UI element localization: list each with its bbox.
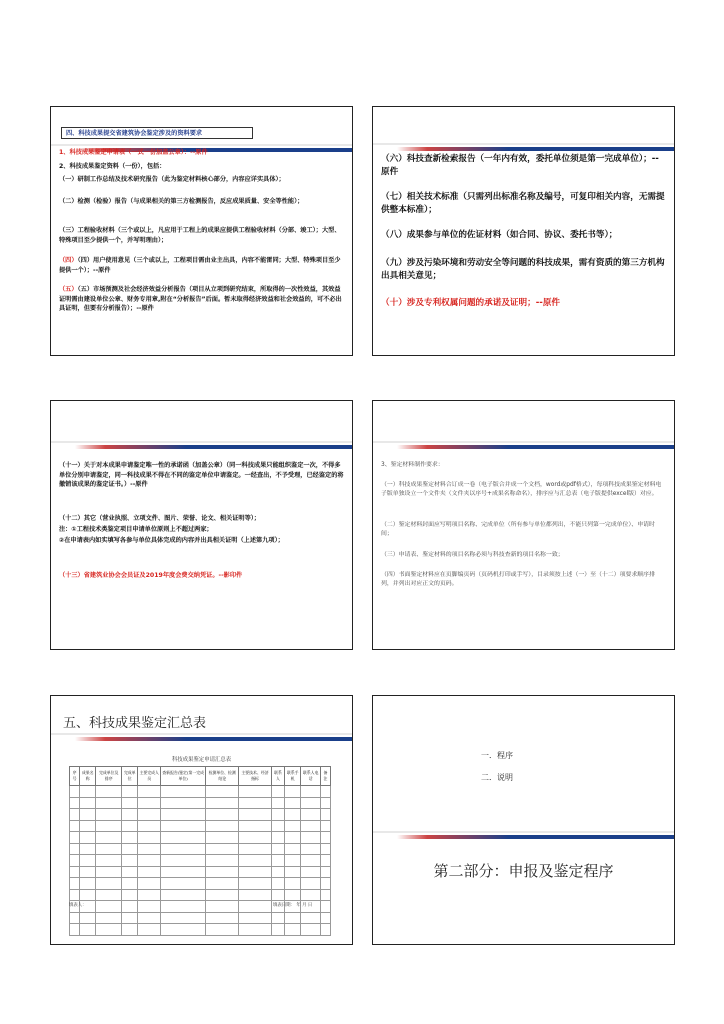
table-cell bbox=[161, 786, 206, 798]
table-cell bbox=[271, 809, 284, 821]
table-cell bbox=[301, 786, 320, 798]
table-header-cell: 查新报告/鉴定(第一完成单位) bbox=[161, 767, 206, 786]
table-cell bbox=[206, 797, 239, 809]
slide-1[interactable] bbox=[50, 106, 353, 356]
table-cell bbox=[138, 889, 161, 901]
table-cell bbox=[80, 912, 96, 924]
table-cell bbox=[271, 912, 284, 924]
table-cell bbox=[96, 843, 122, 855]
table-cell bbox=[70, 878, 80, 890]
table-cell bbox=[239, 786, 272, 798]
table-cell bbox=[239, 901, 272, 913]
slide-title: 五、科技成果鉴定汇总表 bbox=[63, 716, 207, 731]
table-cell bbox=[320, 866, 330, 878]
table-cell bbox=[80, 889, 96, 901]
table-cell bbox=[138, 843, 161, 855]
table-cell bbox=[122, 878, 138, 890]
table-cell bbox=[285, 912, 301, 924]
table-cell bbox=[271, 786, 284, 798]
table-cell bbox=[239, 924, 272, 936]
table-cell bbox=[70, 809, 80, 821]
table-cell bbox=[161, 912, 206, 924]
table-cell bbox=[80, 797, 96, 809]
table-cell bbox=[301, 912, 320, 924]
table-cell bbox=[70, 924, 80, 936]
table-cell bbox=[239, 889, 272, 901]
table-cell bbox=[320, 832, 330, 844]
table-cell bbox=[271, 832, 284, 844]
table-cell bbox=[138, 866, 161, 878]
table-cell bbox=[80, 878, 96, 890]
table-cell bbox=[320, 912, 330, 924]
item-test-report: （二）检测（检验）报告（与成果相关的第三方检测报告，反应成果质量、安全等性能）； bbox=[59, 198, 304, 205]
table-header-cell: 主要完成人员 bbox=[138, 767, 161, 786]
table-cell bbox=[206, 820, 239, 832]
table-cell bbox=[96, 878, 122, 890]
item-acceptance: （三）工程验收材料（三个或以上，凡应用于工程上的成果应提供工程验收材料（分部、竣工）；大型、特殊项目至少提供一个，并写明理由）； bbox=[59, 227, 341, 244]
table-cell bbox=[271, 797, 284, 809]
table-cell bbox=[161, 855, 206, 867]
table-cell bbox=[285, 809, 301, 821]
slide-2[interactable] bbox=[372, 106, 675, 356]
table-cell bbox=[320, 843, 330, 855]
slide-5[interactable] bbox=[50, 695, 353, 945]
table-cell bbox=[138, 901, 161, 913]
table-row bbox=[70, 820, 331, 832]
table-cell bbox=[138, 820, 161, 832]
item-application-form: 1、科技成果鉴定申请表（一式一份加盖公章）：--原件 bbox=[59, 149, 208, 156]
table-header-cell: 联系手机 bbox=[285, 767, 301, 786]
table-cell bbox=[320, 901, 330, 913]
table-cell bbox=[301, 866, 320, 878]
item-patent: （十）涉及专利权属问题的承诺及证明；--原件 bbox=[381, 298, 561, 308]
table-cell bbox=[301, 820, 320, 832]
table-cell bbox=[80, 832, 96, 844]
table-cell bbox=[301, 797, 320, 809]
table-cell bbox=[70, 866, 80, 878]
table-cell bbox=[301, 855, 320, 867]
table-cell bbox=[271, 889, 284, 901]
part-title: 第二部分：申报及鉴定程序 bbox=[433, 862, 614, 880]
table-row bbox=[70, 912, 331, 924]
table-cell bbox=[320, 786, 330, 798]
table-cell bbox=[301, 878, 320, 890]
requirement-3: （三）申请表、鉴定材料的项目名称必须与科技查新的项目名称一致； bbox=[381, 552, 564, 558]
table-cell bbox=[320, 855, 330, 867]
table-cell bbox=[138, 878, 161, 890]
requirement-4: （四）书面鉴定材料应在页脚编页码（页码机打印或手写），目录须按上述（一）至（十二）项要求顺序排列，并列出对应正文的页码。 bbox=[381, 572, 655, 588]
table-cell bbox=[301, 832, 320, 844]
table-cell bbox=[239, 843, 272, 855]
table-cell bbox=[206, 866, 239, 878]
table-cell bbox=[70, 855, 80, 867]
section-header: 四、科技成果提交省建筑协会鉴定涉及的资料要求 bbox=[61, 127, 253, 139]
table-cell bbox=[122, 843, 138, 855]
table-cell bbox=[138, 912, 161, 924]
table-cell bbox=[122, 901, 138, 913]
table-cell bbox=[161, 866, 206, 878]
table-cell bbox=[70, 820, 80, 832]
table-cell bbox=[161, 832, 206, 844]
table-cell bbox=[206, 901, 239, 913]
requirement-1: （一）科技成果鉴定材料合订成一卷（电子版合并成一个文档，word或pdf格式），每项科技成果鉴定材料电子版单独设立一个文件夹（文件夹以序号+成果名称命名），排序应与汇总表（电子版提供excel版）对应。 bbox=[381, 482, 662, 498]
table-cell bbox=[96, 809, 122, 821]
footer-date: 填表日期： 年 月 日 bbox=[273, 903, 313, 908]
table-row bbox=[70, 809, 331, 821]
table-cell bbox=[301, 889, 320, 901]
table-cell bbox=[122, 855, 138, 867]
table-cell bbox=[271, 866, 284, 878]
table-cell bbox=[285, 832, 301, 844]
item-user-opinion: （四）（四）用户使用意见（三个或以上，工程项目需由业主出具，内容不能雷同；大型、特殊项目至少提供一个）；--原件 bbox=[59, 257, 341, 274]
table-cell bbox=[206, 855, 239, 867]
table-cell bbox=[122, 866, 138, 878]
item-market-forecast: （五）（五）市场预测及社会经济效益分析报告（项目从立项到研究结束，所取得的一次性效益，其效益证明需由建设单位公章、财务专用章,附在“分析报告”后面。暂未取得经济效益和社会效益的，可不必出具证明，但要有分析报告）；--原件 bbox=[59, 286, 342, 313]
table-cell bbox=[138, 797, 161, 809]
table-cell bbox=[301, 809, 320, 821]
table-cell bbox=[138, 924, 161, 936]
table-header-cell: 完成单位及排序 bbox=[96, 767, 122, 786]
table-cell bbox=[320, 889, 330, 901]
table-cell bbox=[161, 843, 206, 855]
table-cell bbox=[161, 889, 206, 901]
table-cell bbox=[96, 820, 122, 832]
toc-explanation[interactable]: 二．说明 bbox=[481, 773, 513, 782]
table-cell bbox=[320, 809, 330, 821]
table-cell bbox=[285, 797, 301, 809]
toc-procedure[interactable]: 一．程序 bbox=[481, 751, 513, 760]
table-cell bbox=[96, 901, 122, 913]
table-cell bbox=[70, 843, 80, 855]
table-cell bbox=[320, 878, 330, 890]
table-cell bbox=[122, 889, 138, 901]
item-other: （十二）其它（营业执照、立项文件、图片、荣誉、论文、相关证明等）； bbox=[59, 515, 261, 522]
summary-table bbox=[69, 766, 331, 936]
table-cell bbox=[138, 855, 161, 867]
table-cell bbox=[138, 786, 161, 798]
table-header-cell: 检测单位、检测结论 bbox=[206, 767, 239, 786]
table-row bbox=[70, 878, 331, 890]
table-row bbox=[70, 924, 331, 936]
table-cell bbox=[138, 809, 161, 821]
table-cell bbox=[122, 797, 138, 809]
table-cell bbox=[206, 786, 239, 798]
table-cell bbox=[138, 832, 161, 844]
footer-filler: 填表人： bbox=[69, 903, 87, 908]
slide-3[interactable] bbox=[50, 400, 353, 650]
table-cell bbox=[122, 912, 138, 924]
table-cell bbox=[285, 843, 301, 855]
table-cell bbox=[161, 901, 206, 913]
slide-4[interactable] bbox=[372, 400, 675, 650]
table-cell bbox=[80, 855, 96, 867]
item-uniqueness: （十一）关于对本成果申请鉴定唯一性的承诺函（加盖公章）（同一科技成果只能组织鉴定一次，不得多单位分别申请鉴定，同一科技成果不得在不同的鉴定单位申请鉴定。一经查出，不予受理，已经鉴定的将撤销该成果的鉴定证书。）--原件 bbox=[59, 462, 344, 489]
table-caption: 科技成果鉴定申请汇总表 bbox=[171, 757, 232, 763]
table-cell bbox=[206, 924, 239, 936]
item-materials: 2、科技成果鉴定资料（一份），包括： bbox=[59, 163, 166, 170]
table-row bbox=[70, 797, 331, 809]
table-cell bbox=[96, 866, 122, 878]
table-cell bbox=[96, 855, 122, 867]
table-row bbox=[70, 855, 331, 867]
table-cell bbox=[122, 786, 138, 798]
table-header-cell: 成果名称 bbox=[80, 767, 96, 786]
table-cell bbox=[320, 820, 330, 832]
table-cell bbox=[271, 820, 284, 832]
table-cell bbox=[122, 924, 138, 936]
table-cell bbox=[301, 843, 320, 855]
table-cell bbox=[320, 924, 330, 936]
table-cell bbox=[285, 878, 301, 890]
table-row bbox=[70, 786, 331, 798]
table-cell bbox=[285, 820, 301, 832]
table-cell bbox=[96, 797, 122, 809]
table-cell bbox=[285, 889, 301, 901]
table-header-cell: 序号 bbox=[70, 767, 80, 786]
table-cell bbox=[161, 878, 206, 890]
table-cell bbox=[70, 889, 80, 901]
table-header-cell: 联系人 bbox=[271, 767, 284, 786]
table-cell bbox=[70, 832, 80, 844]
item-technical-standards: （七）相关技术标准（只需列出标准名称及编号，可复印相关内容，无需提供整本标准）； bbox=[381, 192, 665, 215]
table-cell bbox=[301, 924, 320, 936]
item-research-report: （一）研制工作总结及技术研究报告（此为鉴定材料核心部分，内容应详实具体）； bbox=[59, 176, 285, 183]
table-header-cell: 完成单位 bbox=[122, 767, 138, 786]
table-row bbox=[70, 866, 331, 878]
table-cell bbox=[271, 924, 284, 936]
table-cell bbox=[206, 832, 239, 844]
table-cell bbox=[161, 797, 206, 809]
table-cell bbox=[206, 878, 239, 890]
table-cell bbox=[239, 820, 272, 832]
table-cell bbox=[96, 912, 122, 924]
table-cell bbox=[271, 878, 284, 890]
requirement-2: （二）鉴定材料封面应写明项目名称、完成单位（所有参与单位都列出，不能只列第一完成单位）、申请时间； bbox=[381, 522, 655, 538]
table-cell bbox=[96, 924, 122, 936]
table-cell bbox=[80, 820, 96, 832]
item-membership: （十三）省建筑业协会会员证及2019年度会费交纳凭证。--影印件 bbox=[59, 572, 243, 579]
table-cell bbox=[70, 797, 80, 809]
table-cell bbox=[206, 912, 239, 924]
slide-6[interactable] bbox=[372, 695, 675, 945]
table-cell bbox=[285, 924, 301, 936]
table-cell bbox=[285, 866, 301, 878]
table-row bbox=[70, 843, 331, 855]
table-cell bbox=[80, 786, 96, 798]
table-cell bbox=[96, 889, 122, 901]
table-cell bbox=[80, 924, 96, 936]
table-cell bbox=[285, 855, 301, 867]
table-cell bbox=[239, 797, 272, 809]
table-cell bbox=[70, 912, 80, 924]
note-2: ②在申请表内如实填写各参与单位具体完成的内容并出具相关证明（上述第九项）； bbox=[59, 537, 284, 544]
table-cell bbox=[206, 843, 239, 855]
table-cell bbox=[239, 855, 272, 867]
table-cell bbox=[96, 786, 122, 798]
table-cell bbox=[161, 924, 206, 936]
table-cell bbox=[285, 786, 301, 798]
table-cell bbox=[239, 912, 272, 924]
table-row bbox=[70, 889, 331, 901]
table-cell bbox=[271, 855, 284, 867]
table-cell bbox=[206, 889, 239, 901]
table-cell bbox=[96, 832, 122, 844]
table-cell bbox=[80, 843, 96, 855]
table-cell bbox=[122, 809, 138, 821]
table-cell bbox=[239, 809, 272, 821]
item-novelty-search: （六）科技查新检索报告（一年内有效，委托单位须是第一完成单位）；--原件 bbox=[381, 154, 659, 177]
table-header-cell: 主要技术、经济指标 bbox=[239, 767, 272, 786]
table-cell bbox=[122, 832, 138, 844]
table-cell bbox=[161, 809, 206, 821]
note-1: 注：①工程技术类鉴定项目申请单位原则上不超过两家； bbox=[59, 526, 213, 533]
table-cell bbox=[206, 809, 239, 821]
table-cell bbox=[239, 866, 272, 878]
table-header-cell: 备注 bbox=[320, 767, 330, 786]
table-cell bbox=[70, 786, 80, 798]
table-cell bbox=[122, 820, 138, 832]
table-cell bbox=[161, 820, 206, 832]
table-header-cell: 联系人电话 bbox=[301, 767, 320, 786]
table-row bbox=[70, 832, 331, 844]
table-cell bbox=[239, 832, 272, 844]
table-cell bbox=[320, 797, 330, 809]
item-environment: （九）涉及污染环境和劳动安全等问题的科技成果，需有资质的第三方机构出具相关意见； bbox=[381, 258, 665, 281]
table-cell bbox=[80, 809, 96, 821]
table-cell bbox=[271, 843, 284, 855]
table-cell bbox=[80, 866, 96, 878]
requirements-heading: 3、鉴定材料制作要求： bbox=[381, 462, 444, 468]
item-evidence: （八）成果参与单位的佐证材料（如合同、协议、委托书等）； bbox=[381, 230, 618, 240]
table-cell bbox=[239, 878, 272, 890]
